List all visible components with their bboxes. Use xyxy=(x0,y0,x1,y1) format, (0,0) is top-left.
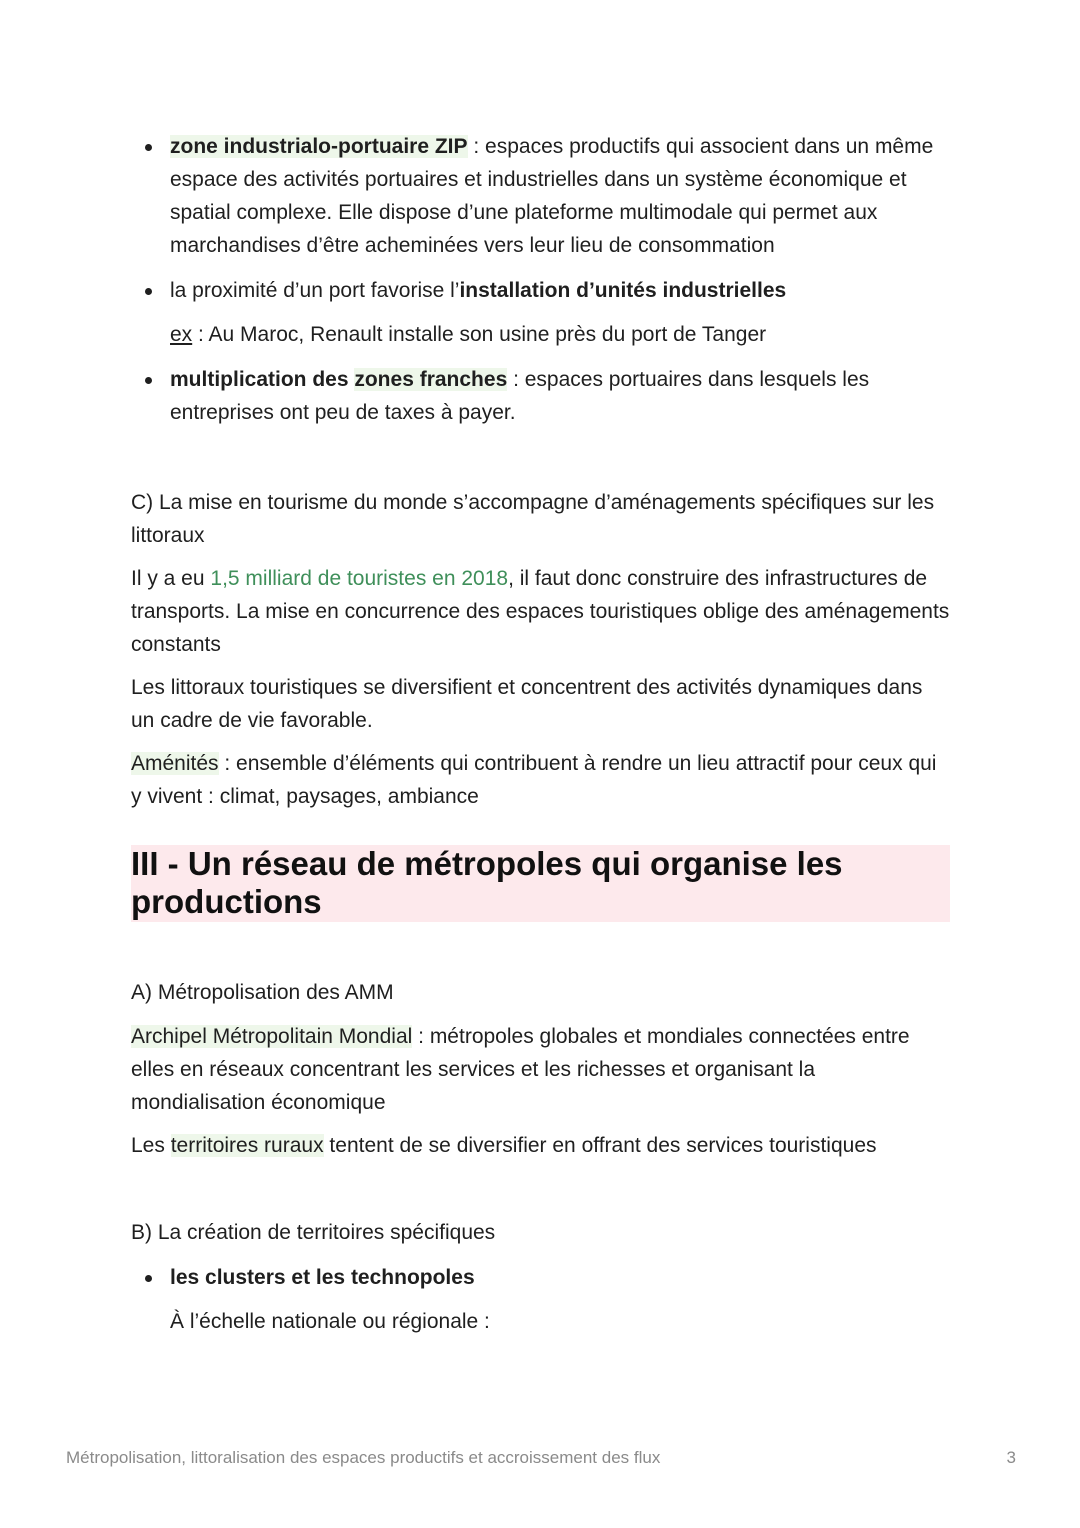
zones-definition: : espaces portuaires dans lesquels les entreprises ont peu de taxes à payer. xyxy=(170,368,870,424)
page-footer: Métropolisation, littoralisation des espaces productifs et accroissement des flux xyxy=(66,1448,661,1467)
amenites-definition: : ensemble d’éléments qui contribuent à rendre un lieu attractif pour ceux qui y vivent : climat, paysages, ambiance xyxy=(131,752,937,808)
section-c-title-text: C) La mise en tourisme du monde s’accompagne d’aménagements spécifiques sur les littoraux xyxy=(131,491,935,547)
tourist-figure: 1,5 milliard de touristes en 2018 xyxy=(210,567,509,590)
zones-bold-pre: multiplication des xyxy=(170,368,355,391)
section-c-paragraph-2 xyxy=(131,671,951,737)
bullet-dot xyxy=(145,377,152,384)
term-territoires-ruraux: territoires ruraux xyxy=(170,1134,324,1157)
clusters-bold: les clusters et les technopoles xyxy=(170,1266,475,1289)
section-a-paragraph-2 xyxy=(131,1129,951,1162)
term-amm: Archipel Métropolitain Mondial xyxy=(131,1025,413,1048)
clusters-subline-text: À l’échelle nationale ou régionale : xyxy=(170,1310,490,1333)
section-a-title xyxy=(131,976,951,1009)
example-label: ex xyxy=(170,323,193,346)
a-p2-pre: Les xyxy=(131,1134,171,1157)
section-c-paragraph-1 xyxy=(131,562,951,661)
bullet-zones-franches xyxy=(131,363,951,429)
bullet-dot xyxy=(145,288,152,295)
zip-definition: : espaces productifs qui associent dans un même espace des activités portuaires et industrielles dans un système économique et spatial complexe. Elle dispose d’une plateforme multimodale qui permet aux marchandises d’être acheminées vers leur lieu de consommation xyxy=(170,135,934,257)
section-a-paragraph-1 xyxy=(131,1020,951,1119)
term-zones-franches: zones franches xyxy=(354,368,508,391)
example-text: : Au Maroc, Renault installe son usine près du port de Tanger xyxy=(192,323,767,346)
bullet-dot xyxy=(145,144,152,151)
section-b-title xyxy=(131,1216,951,1249)
amm-definition: : métropoles globales et mondiales connectées entre elles en réseaux concentrant les services et les richesses et organisant la mondialisation économique xyxy=(131,1025,910,1114)
port-bold: installation d’unités industrielles xyxy=(459,279,787,302)
section-b-title-text: B) La création de territoires spécifiques xyxy=(131,1221,496,1244)
bullet-zip xyxy=(131,130,951,262)
bullet-dot xyxy=(145,1275,152,1282)
section-a-title-text: A) Métropolisation des AMM xyxy=(131,981,394,1004)
bullet-clusters xyxy=(131,1261,951,1294)
term-zip: zone industrialo-portuaire ZIP xyxy=(170,135,468,158)
c-p1-pre: Il y a eu xyxy=(131,567,211,590)
heading-iii-text: III - Un réseau de métropoles qui organise les productions xyxy=(131,845,843,920)
clusters-subline xyxy=(170,1305,950,1338)
section-c-paragraph-3 xyxy=(131,747,951,813)
term-amenites: Aménités xyxy=(131,752,219,775)
a-p2-rest: tentent de se diversifier en offrant des services touristiques xyxy=(323,1134,877,1157)
example-line xyxy=(170,318,950,351)
c-p1-rest: , il faut donc construire des infrastructures de transports. La mise en concurrence des espaces touristiques oblige des aménagements constants xyxy=(131,567,950,656)
page-number: 3 xyxy=(1006,1448,1016,1467)
port-text: la proximité d’un port favorise l’ xyxy=(170,279,460,302)
c-p2-text: Les littoraux touristiques se diversifient et concentrent des activités dynamiques dans un cadre de vie favorable. xyxy=(131,676,923,732)
section-heading-iii xyxy=(131,845,950,922)
bullet-port xyxy=(131,274,951,307)
section-c-title xyxy=(131,486,951,552)
